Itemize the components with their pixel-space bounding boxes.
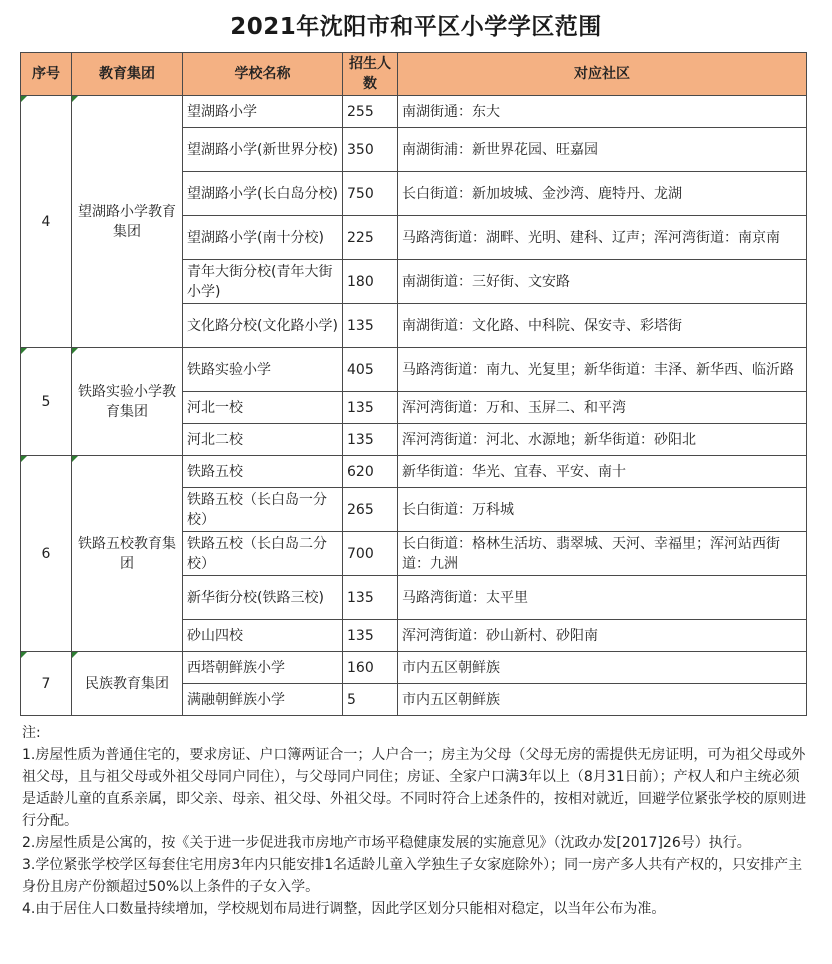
community: 市内五区朝鲜族 [398, 652, 807, 684]
enroll-count: 135 [343, 304, 398, 348]
enroll-count: 405 [343, 348, 398, 392]
enroll-count: 265 [343, 488, 398, 532]
enroll-count: 135 [343, 620, 398, 652]
school-name: 河北二校 [183, 424, 343, 456]
community: 南湖街通：东大 [398, 96, 807, 128]
school-name: 铁路五校（长白岛二分校） [183, 532, 343, 576]
school-name: 望湖路小学(长白岛分校) [183, 172, 343, 216]
group-name: 铁路五校教育集团 [72, 456, 183, 652]
group-index: 6 [21, 456, 72, 652]
community: 浑河湾街道：河北、水源地；新华街道：砂阳北 [398, 424, 807, 456]
school-name: 青年大街分校(青年大街小学) [183, 260, 343, 304]
enroll-count: 160 [343, 652, 398, 684]
enroll-count: 620 [343, 456, 398, 488]
community: 马路湾街道：湖畔、光明、建科、辽声；浑河湾街道：南京南 [398, 216, 807, 260]
page-title: 2021年沈阳市和平区小学学区范围 [230, 14, 602, 40]
school-name: 铁路实验小学 [183, 348, 343, 392]
community: 浑河湾街道：砂山新村、砂阳南 [398, 620, 807, 652]
group-name: 望湖路小学教育集团 [72, 96, 183, 348]
enroll-count: 180 [343, 260, 398, 304]
enroll-count: 135 [343, 392, 398, 424]
note-item: 3.学位紧张学校学区每套住宅用房3年内只能安排1名适龄儿童入学独生子女家庭除外）；同一房产多人共有产权的，只安排产主身份且房产份额超过50%以上条件的子女入学。 [22, 857, 803, 895]
notes-label: 注: [22, 725, 41, 741]
community: 浑河湾街道：万和、玉屏二、和平湾 [398, 392, 807, 424]
table-row [21, 456, 807, 488]
community: 长白街道：格林生活坊、翡翠城、天河、幸福里；浑河站西街道：九洲 [398, 532, 807, 576]
enroll-count: 255 [343, 96, 398, 128]
group-index: 4 [21, 96, 72, 348]
school-name: 砂山四校 [183, 620, 343, 652]
header-group: 教育集团 [72, 53, 183, 96]
table-row [21, 652, 807, 684]
enroll-count: 135 [343, 424, 398, 456]
table-header-row [21, 53, 807, 96]
school-name: 新华街分校(铁路三校) [183, 576, 343, 620]
table-row [21, 348, 807, 392]
group-name: 民族教育集团 [72, 652, 183, 716]
enroll-count: 225 [343, 216, 398, 260]
school-name: 铁路五校（长白岛一分校） [183, 488, 343, 532]
community: 南湖街浦：新世界花园、旺嘉园 [398, 128, 807, 172]
school-name: 望湖路小学 [183, 96, 343, 128]
table-row [21, 96, 807, 128]
school-name: 河北一校 [183, 392, 343, 424]
enroll-count: 750 [343, 172, 398, 216]
school-name: 西塔朝鲜族小学 [183, 652, 343, 684]
enroll-count: 350 [343, 128, 398, 172]
school-name: 铁路五校 [183, 456, 343, 488]
community: 新华街道：华光、宜春、平安、南十 [398, 456, 807, 488]
school-name: 望湖路小学(新世界分校) [183, 128, 343, 172]
group-index: 5 [21, 348, 72, 456]
school-name: 文化路分校(文化路小学) [183, 304, 343, 348]
school-district-table [20, 52, 807, 716]
enroll-count: 5 [343, 684, 398, 716]
note-item: 1.房屋性质为普通住宅的，要求房证、户口簿两证合一；人户合一；房主为父母（父母无房的需提供无房证明，可为祖父母或外祖父母，且与祖父母或外祖父母同户同住），与父母同户同住；房证、全家户口满3年以上（8月31日前）；产权人和户主统必须是适龄儿童的直系亲属，即父亲、母亲、祖父母、外祖父母。不同时符合上述条件的，按相对就近，回避学位紧张学校的原则进行分配。 [22, 747, 806, 829]
notes-section [22, 722, 806, 920]
header-enroll: 招生人数 [343, 53, 398, 96]
header-community: 对应社区 [398, 53, 807, 96]
community: 马路湾街道：南九、光复里；新华街道：丰泽、新华西、临沂路 [398, 348, 807, 392]
community: 南湖街道：文化路、中科院、保安寺、彩塔街 [398, 304, 807, 348]
note-item: 4.由于居住人口数量持续增加，学校规划布局进行调整，因此学区划分只能相对稳定，以当年公布为准。 [22, 901, 666, 917]
community: 长白街道：万科城 [398, 488, 807, 532]
community: 市内五区朝鲜族 [398, 684, 807, 716]
enroll-count: 135 [343, 576, 398, 620]
community: 马路湾街道：太平里 [398, 576, 807, 620]
community: 长白街道：新加坡城、金沙湾、鹿特丹、龙湖 [398, 172, 807, 216]
header-school: 学校名称 [183, 53, 343, 96]
community: 南湖街道：三好街、文安路 [398, 260, 807, 304]
header-index: 序号 [21, 53, 72, 96]
enroll-count: 700 [343, 532, 398, 576]
school-name: 满融朝鲜族小学 [183, 684, 343, 716]
group-name: 铁路实验小学教育集团 [72, 348, 183, 456]
group-index: 7 [21, 652, 72, 716]
note-item: 2.房屋性质是公寓的，按《关于进一步促进我市房地产市场平稳健康发展的实施意见》（沈政办发[2017]26号）执行。 [22, 835, 751, 851]
school-name: 望湖路小学(南十分校) [183, 216, 343, 260]
